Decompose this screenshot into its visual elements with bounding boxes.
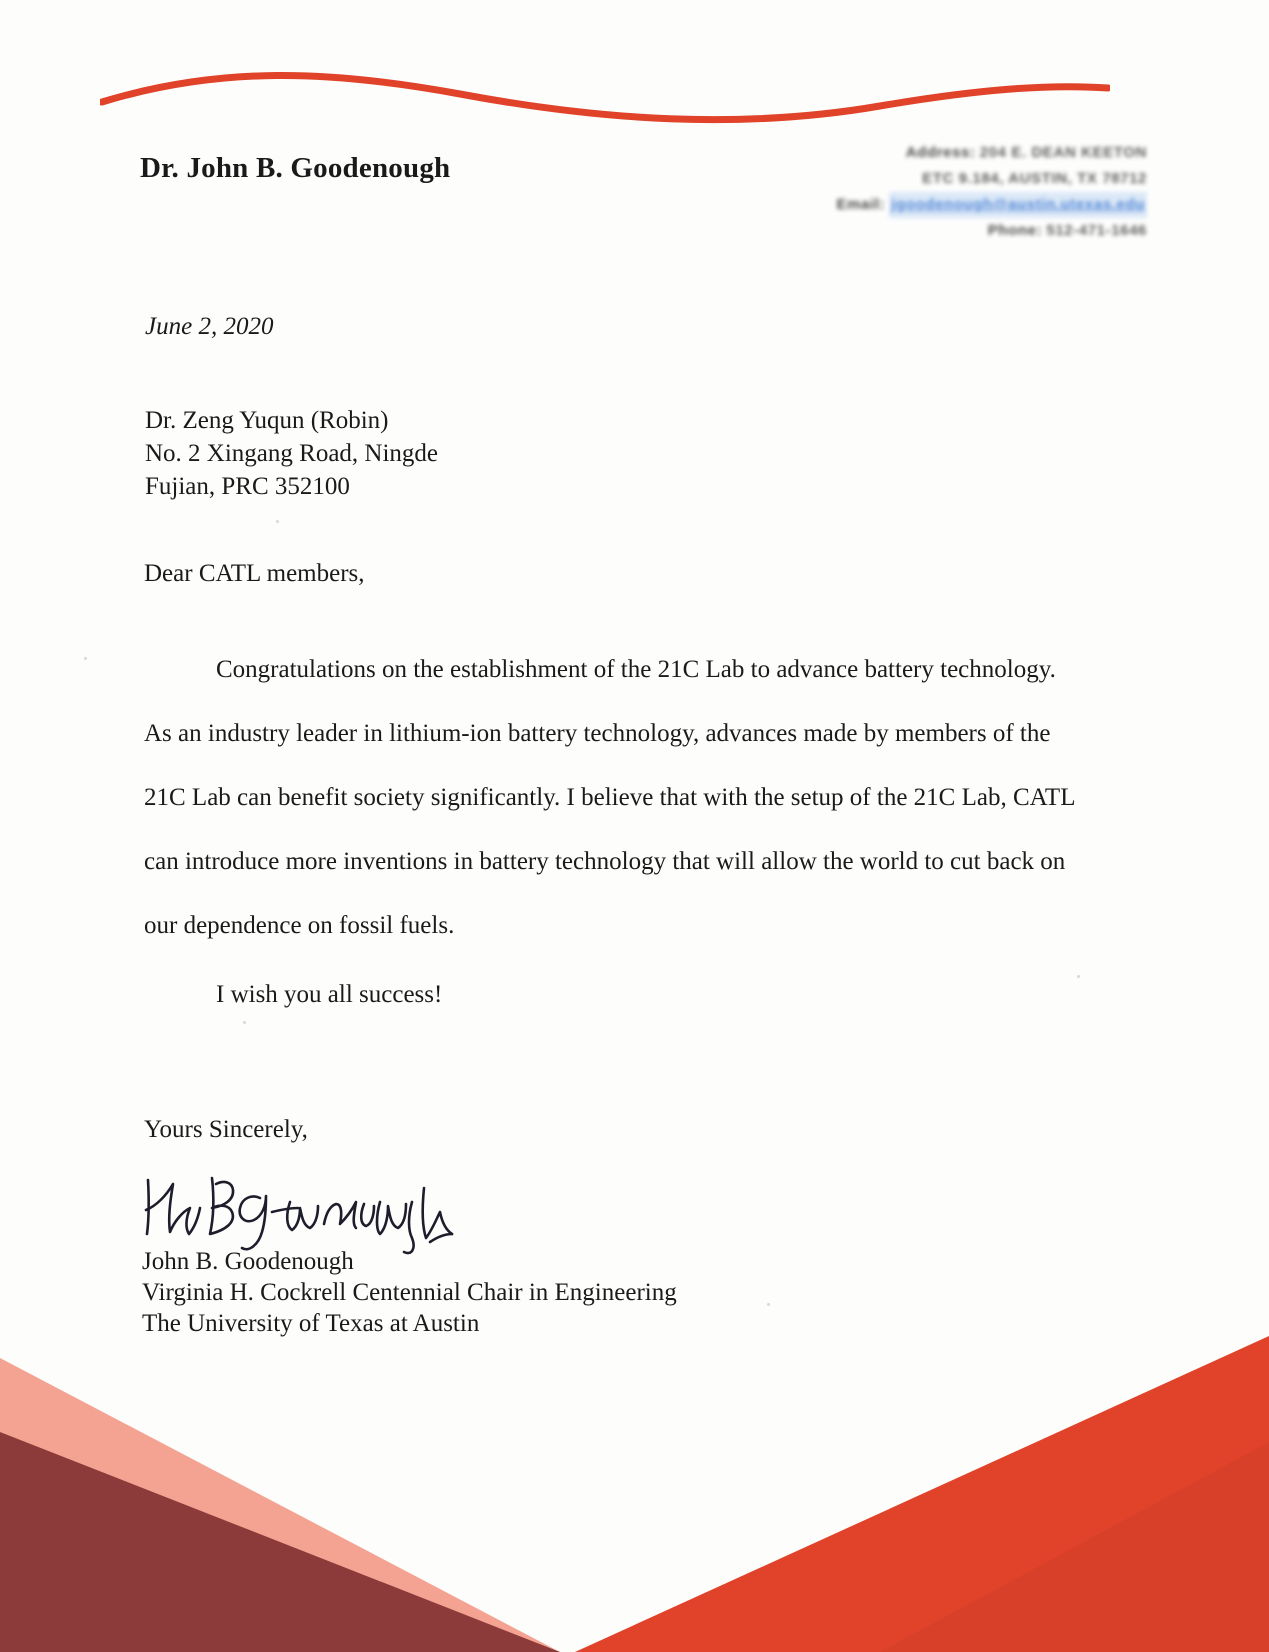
recipient-line-2: No. 2 Xingang Road, Ningde (145, 440, 439, 467)
sender-name: Dr. John B. Goodenough (140, 152, 451, 184)
signer-organization: The University of Texas at Austin (142, 1310, 480, 1337)
closing: Yours Sincerely, (144, 1116, 308, 1143)
contact-phone-line (727, 218, 1147, 244)
contact-block (727, 140, 1147, 244)
address-line-1: 204 E. DEAN KEETON (979, 144, 1147, 161)
recipient-line-3: Fujian, PRC 352100 (145, 473, 350, 500)
signer-name: John B. Goodenough (142, 1248, 354, 1275)
body-paragraph-1: Congratulations on the establishment of the 21C Lab to advance battery technology. As an industry leader in lithium-ion battery technology, advances made by members of the 21C Lab can benefit society significantly. I believe that with the setup of the 21C Lab, CATL can introduce more inventions in battery technology that will allow the world to cut back on our dependence on fossil fuels. (144, 656, 1075, 939)
handwritten-signature (140, 1168, 470, 1258)
scan-speckle (1077, 975, 1080, 978)
scan-speckle (84, 657, 87, 660)
email-link[interactable]: jgoodenough@austin.utexas.edu (889, 192, 1147, 218)
phone-label: Phone: (987, 222, 1043, 239)
body-paragraph-2: I wish you all success! (216, 981, 443, 1008)
address-line-2: ETC 9.184, AUSTIN, TX 78712 (922, 170, 1147, 187)
signer-title: Virginia H. Cockrell Centennial Chair in Engineering (142, 1279, 677, 1306)
email-label: Email: (836, 196, 886, 213)
address-label: Address: (905, 144, 976, 161)
scan-speckle (276, 520, 279, 523)
recipient-line-1: Dr. Zeng Yuqun (Robin) (145, 407, 389, 434)
contact-email-line (727, 192, 1147, 218)
scan-speckle (243, 1021, 246, 1024)
contact-address-line-1 (727, 140, 1147, 166)
recipient-address (145, 404, 438, 503)
top-wave-decoration (100, 58, 1110, 128)
letter-date: June 2, 2020 (145, 313, 274, 340)
scan-speckle (767, 1303, 770, 1306)
phone-value: 512-471-1646 (1046, 222, 1147, 239)
contact-address-line-2 (727, 166, 1147, 192)
bottom-decoration (0, 1322, 1269, 1652)
salutation: Dear CATL members, (144, 560, 365, 587)
